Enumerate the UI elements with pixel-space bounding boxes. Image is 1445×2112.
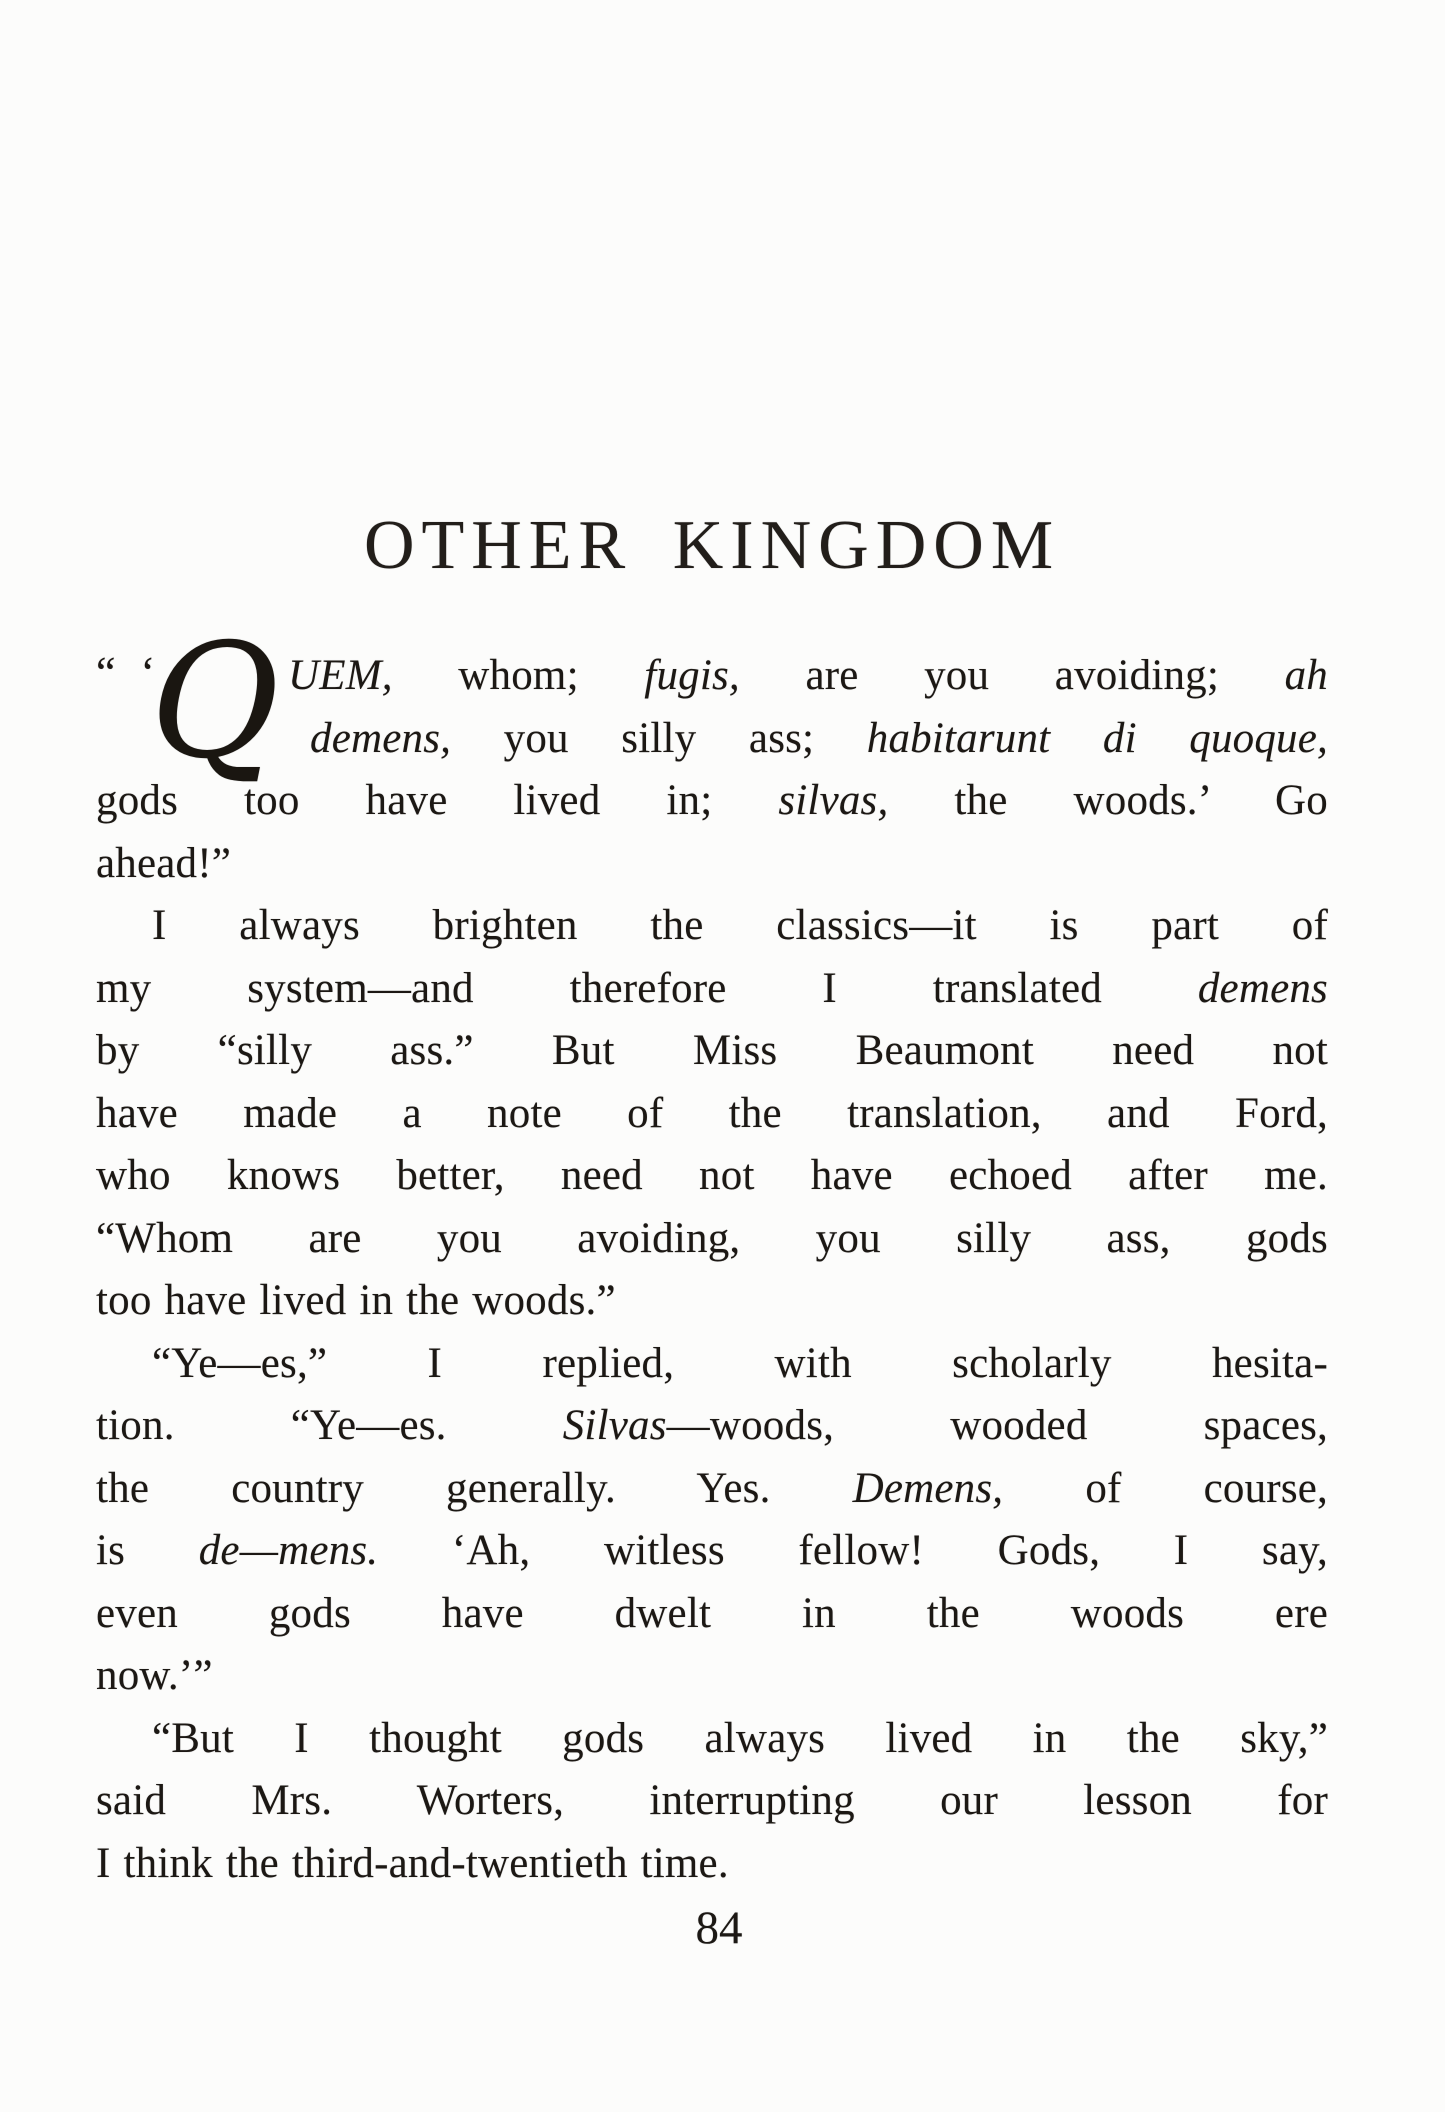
- text-line: ahead!”: [96, 839, 232, 887]
- text-line: by “silly ass.” But Miss Beaumont need not: [96, 1027, 1328, 1074]
- page-number: 84: [695, 1902, 743, 1954]
- text-line: the country generally. Yes. Demens, of course,: [96, 1464, 1328, 1512]
- text-column: [96, 0, 1328, 2112]
- paragraph: [96, 1333, 1328, 1708]
- text-line: “But I thought gods always lived in the sky,”: [152, 1714, 1328, 1762]
- paragraph: [96, 895, 1328, 1333]
- text-line: “Ye—es,” I replied, with scholarly hesita-: [152, 1339, 1328, 1387]
- text-line: my system—and therefore I translated demens: [96, 964, 1328, 1012]
- text-line: now.’”: [96, 1652, 213, 1699]
- paragraph: [96, 645, 1328, 895]
- drop-cap-letter: Q: [150, 610, 280, 794]
- opening-quotes-mark: “ ‘: [96, 648, 162, 697]
- text-line: gods too have lived in; silvas, the woods.’ Go: [96, 777, 1328, 824]
- text-line: even gods have dwelt in the woods ere: [96, 1589, 1328, 1637]
- text-line: have made a note of the translation, and Ford,: [96, 1089, 1328, 1137]
- paragraphs: [96, 610, 1328, 1895]
- text-line: who knows better, need not have echoed after me.: [96, 1152, 1328, 1199]
- text-line: too have lived in the woods.”: [96, 1277, 616, 1324]
- text-line: demens, you silly ass; habitarunt di quoque,: [310, 714, 1328, 762]
- text-line: “Whom are you avoiding, you silly ass, gods: [96, 1214, 1328, 1262]
- text-line: is de—mens. ‘Ah, witless fellow! Gods, I say,: [96, 1527, 1328, 1574]
- chapter-title: OTHER KINGDOM: [363, 507, 1061, 584]
- text-line: I think the third-and-twentieth time.: [96, 1839, 729, 1887]
- text-line: tion. “Ye—es. Silvas—woods, wooded spaces,: [96, 1402, 1328, 1449]
- text-line: I always brighten the classics—it is part of: [152, 902, 1328, 949]
- paragraph: [96, 1708, 1328, 1896]
- text-line: UEM, whom; fugis, are you avoiding; ah: [288, 652, 1328, 699]
- text-line: said Mrs. Worters, interrupting our lesson for: [96, 1777, 1328, 1824]
